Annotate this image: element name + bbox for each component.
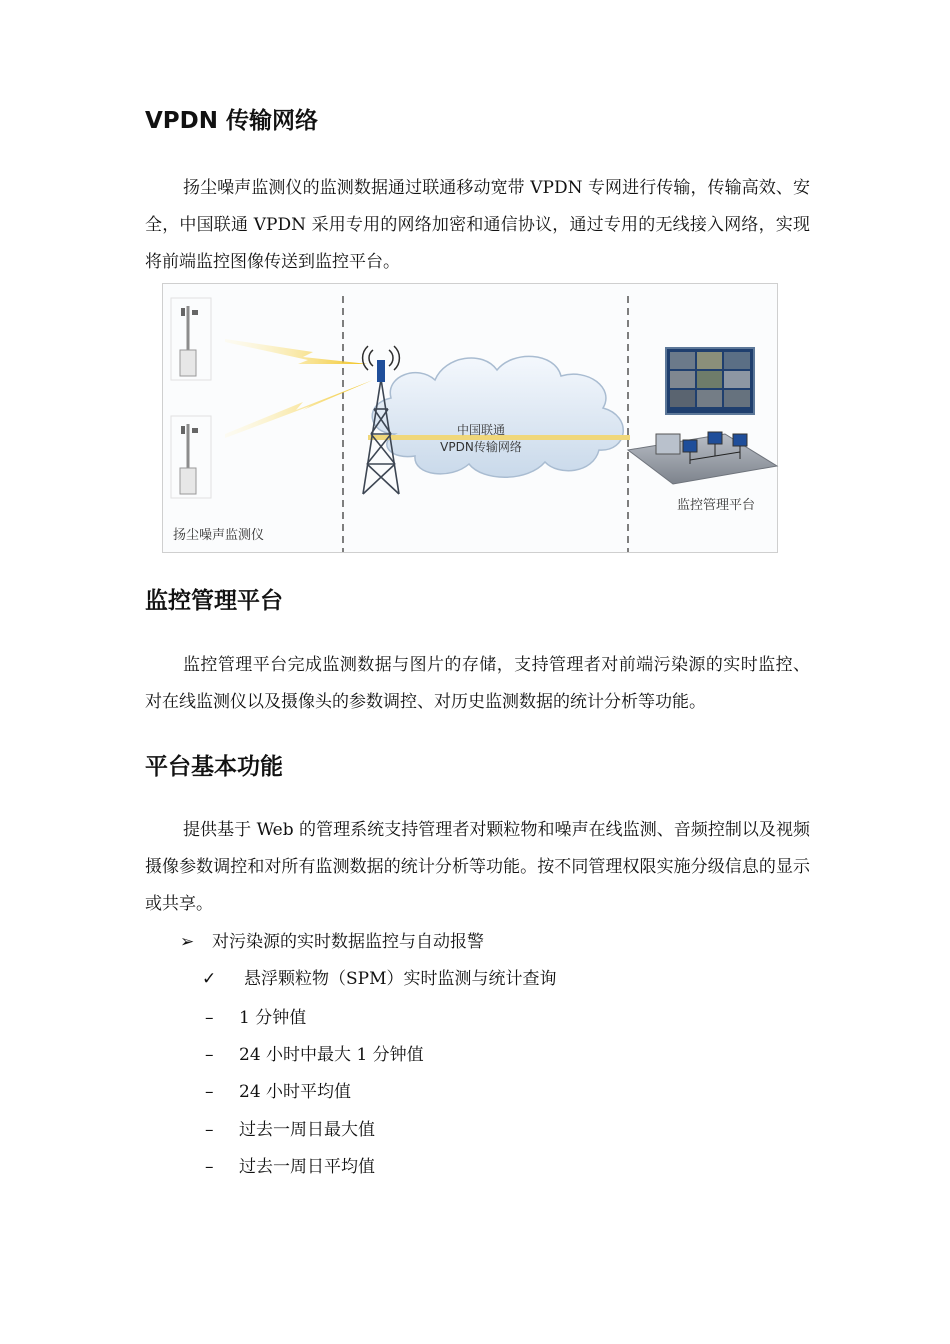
dash-item bbox=[205, 1118, 375, 1142]
network-diagram-graphic bbox=[163, 284, 779, 554]
section-title-vpdn: VPDN 传输网络 bbox=[145, 108, 319, 134]
dash-marker: – bbox=[205, 1082, 214, 1102]
cloud-label-line1: 中国联通 bbox=[456, 423, 505, 437]
dash-item-label: 过去一周日最大值 bbox=[239, 1120, 375, 1140]
wireless-signal-icon bbox=[225, 380, 373, 438]
platform-base bbox=[628, 434, 777, 484]
dash-marker: – bbox=[205, 1157, 214, 1177]
dash-item bbox=[205, 1155, 375, 1179]
cloud-label-line2: VPDN传输网络 bbox=[440, 440, 522, 454]
section-title-platform: 监控管理平台 bbox=[145, 588, 283, 614]
right-platform-label: 监控管理平台 bbox=[677, 498, 756, 513]
list-item-label: 对污染源的实时数据监控与自动报警 bbox=[212, 932, 484, 952]
dash-item bbox=[205, 1006, 306, 1030]
list-subitem bbox=[202, 967, 557, 991]
dash-item-label: 1 分钟值 bbox=[239, 1008, 307, 1028]
cloud-label bbox=[411, 422, 551, 456]
list-subitem-label: 悬浮颗粒物（SPM）实时监测与统计查询 bbox=[244, 969, 557, 989]
antenna-icon bbox=[377, 360, 385, 382]
dash-marker: – bbox=[205, 1008, 214, 1028]
bullet-arrow-icon: ➢ bbox=[180, 932, 195, 952]
dash-item-label: 24 小时平均值 bbox=[239, 1082, 352, 1102]
video-wall-icon bbox=[666, 348, 754, 414]
cloud-icon bbox=[372, 356, 623, 477]
paragraph-functions: 提供基于 Web 的管理系统支持管理者对颗粒物和噪声在线监测、音频控制以及视频摄像参数调控和对所有监测数据的统计分析等功能。按不同管理权限实施分级信息的显示或共享。 bbox=[145, 820, 810, 914]
section-title-functions: 平台基本功能 bbox=[145, 754, 283, 780]
dash-item bbox=[205, 1080, 351, 1104]
monitor-device-icon bbox=[171, 416, 211, 498]
dash-marker: – bbox=[205, 1120, 214, 1140]
dash-item bbox=[205, 1043, 424, 1067]
checkmark-icon: ✓ bbox=[202, 969, 217, 989]
monitor-device-icon bbox=[171, 298, 211, 380]
dash-marker: – bbox=[205, 1045, 214, 1065]
list-item bbox=[180, 930, 484, 954]
paragraph-platform: 监控管理平台完成监测数据与图片的存储，支持管理者对前端污染源的实时监控、对在线监测仪以及摄像头的参数调控、对历史监测数据的统计分析等功能。 bbox=[145, 655, 810, 712]
dash-item-label: 过去一周日平均值 bbox=[239, 1157, 375, 1177]
wireless-signal-icon bbox=[225, 339, 368, 364]
left-device-label: 扬尘噪声监测仪 bbox=[173, 528, 265, 543]
network-diagram bbox=[162, 283, 778, 553]
paragraph-vpdn: 扬尘噪声监测仪的监测数据通过联通移动宽带 VPDN 专网进行传输，传输高效、安全，中国联通 VPDN 采用专用的网络加密和通信协议，通过专用的无线接入网络，实现将前端监控图像传送到监控平台。 bbox=[145, 178, 810, 272]
dash-item-label: 24 小时中最大 1 分钟值 bbox=[239, 1045, 424, 1065]
